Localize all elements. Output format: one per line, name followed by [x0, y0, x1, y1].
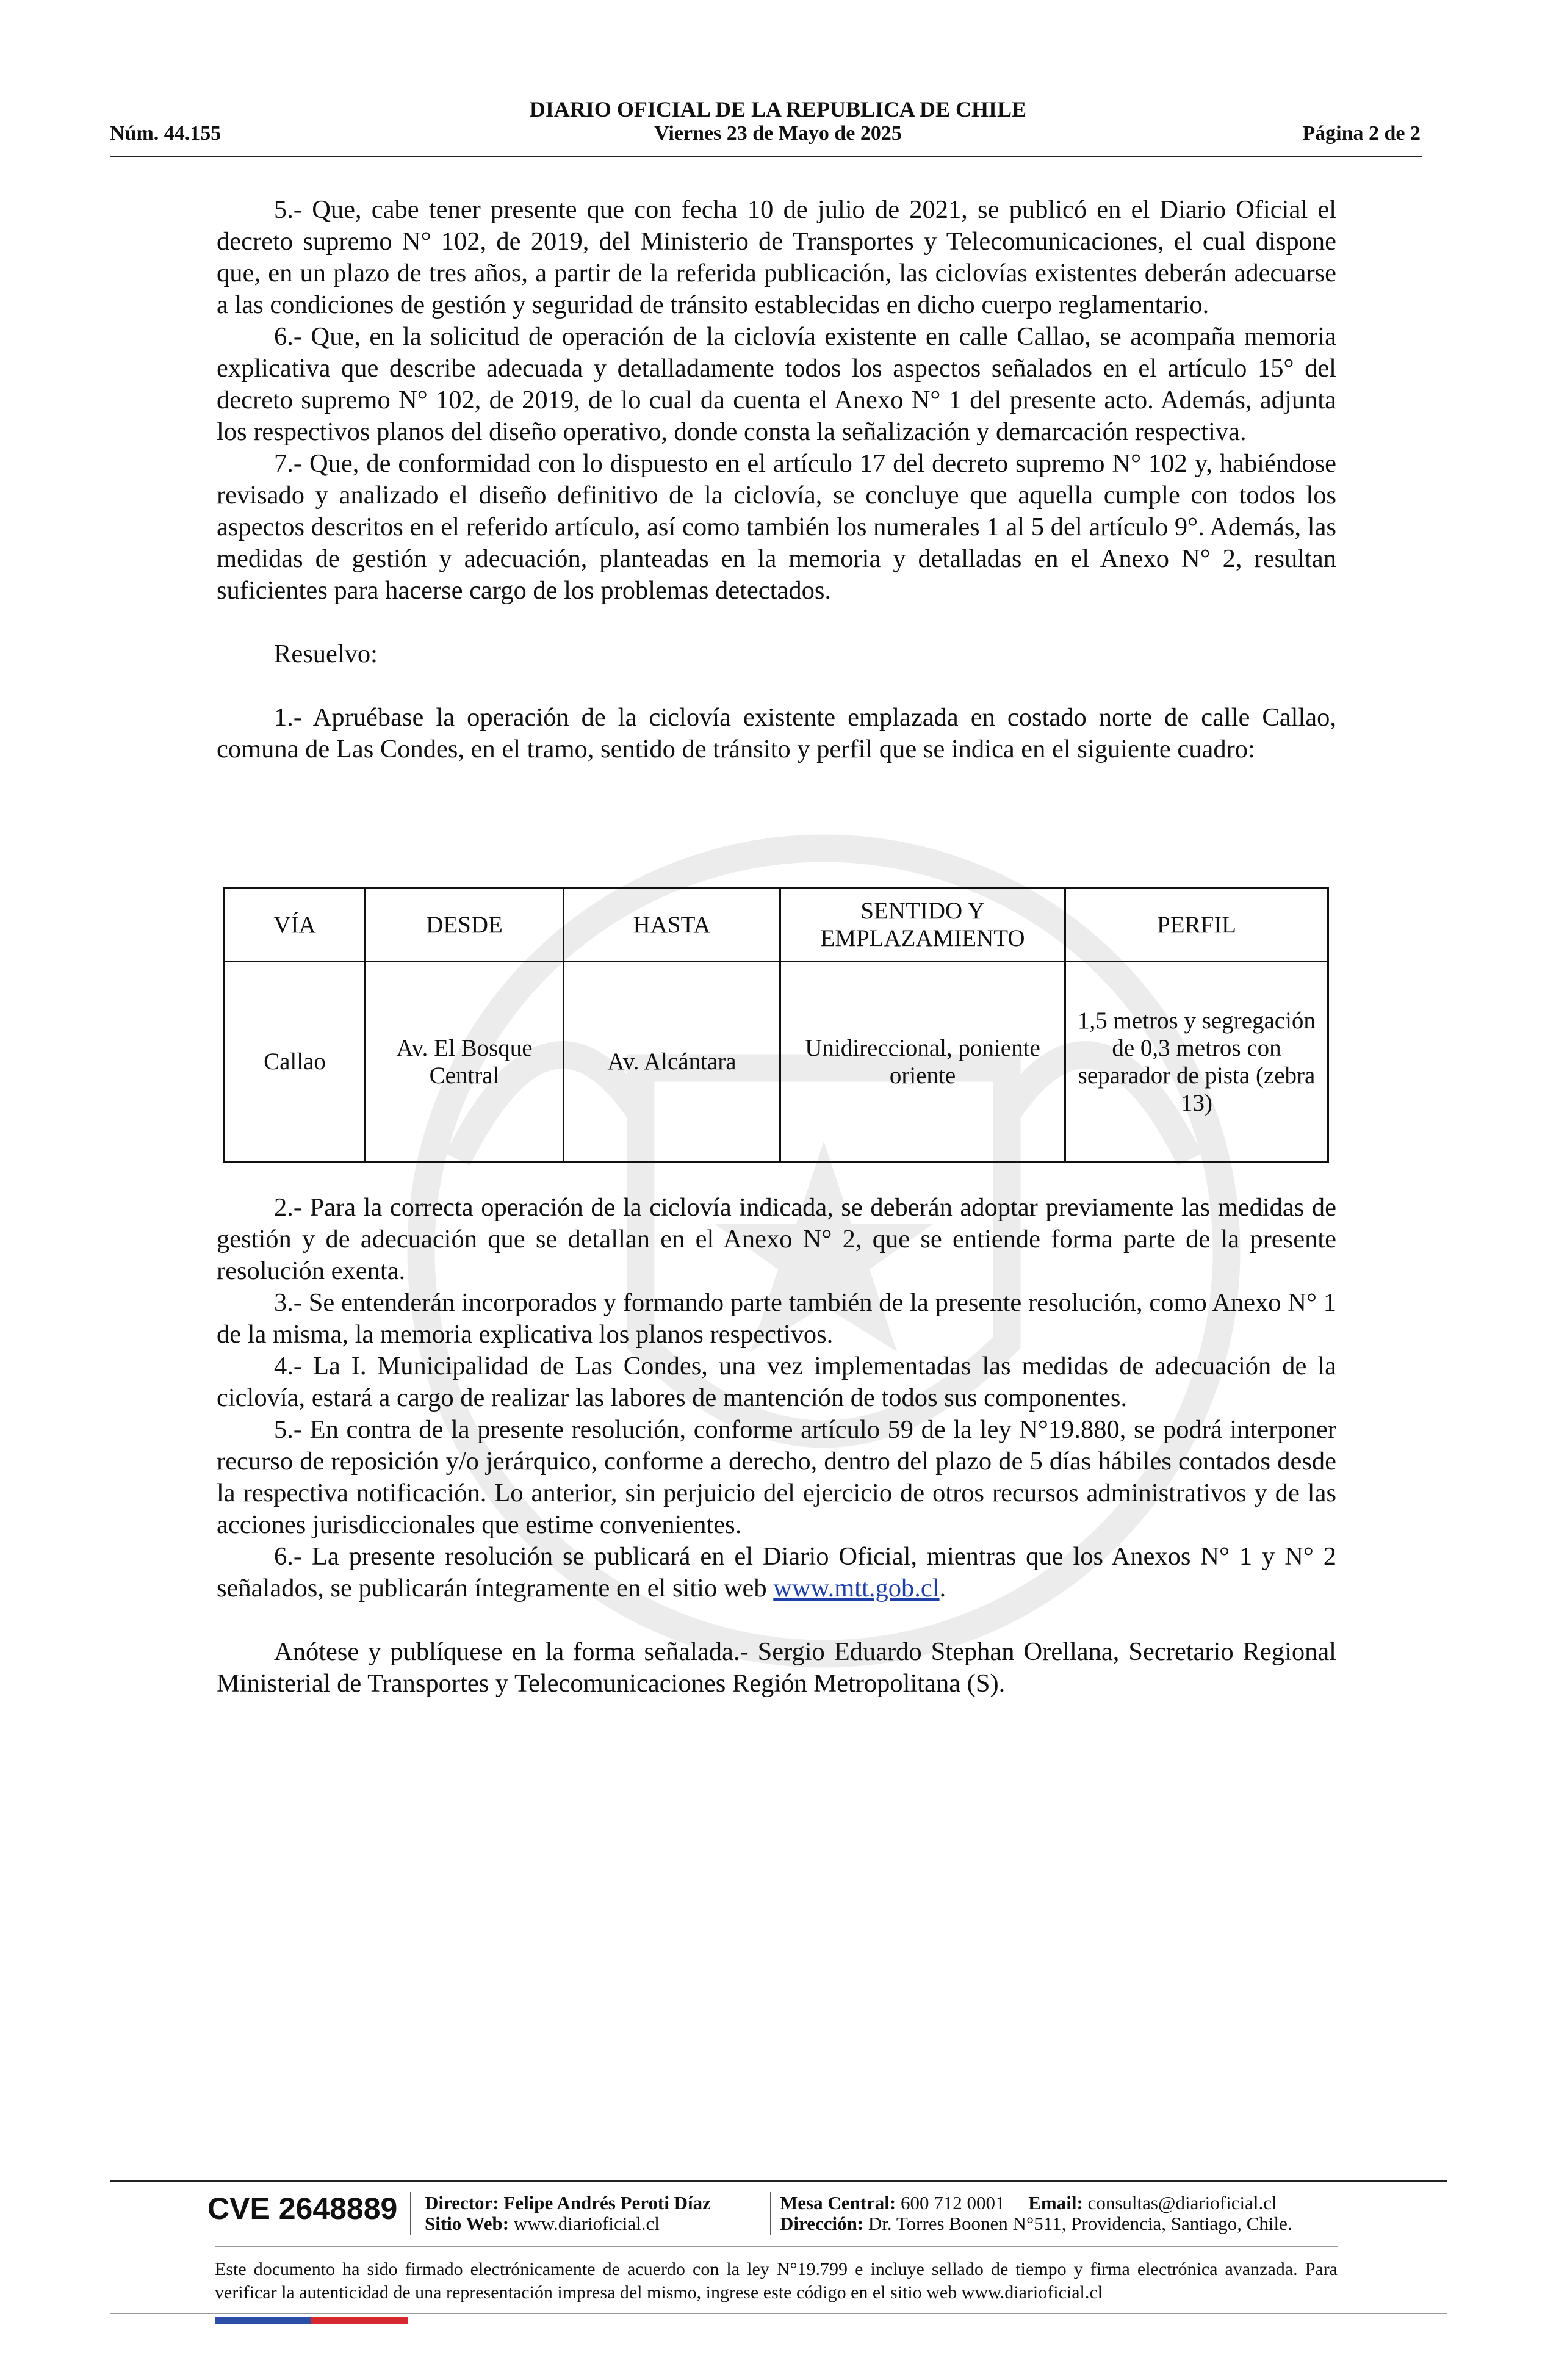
column-header-desde: DESDE [366, 888, 564, 962]
contact-line [780, 2192, 1277, 2214]
flag-stripe-red [311, 2317, 408, 2324]
cve-code: CVE 2648889 [207, 2191, 398, 2226]
cell-sentido: Unidireccional, poniente oriente [780, 962, 1065, 1162]
column-header-via: VÍA [225, 888, 366, 962]
website-line [425, 2213, 660, 2235]
resolution-5: 5.- En contra de la presente resolución, conforme artículo 59 de la ley N°19.880, se podrá interponer recurso de reposición y/o jerárquico, conforme a derecho, dentro del plazo de 5 días hábiles contados desde la respectiva notificación. Lo anterior, sin perjuicio del ejercicio de otros recursos administrativos y de las acciones jurisdiccionales que estime convenientes. [217, 1415, 1336, 1539]
website-label: Sitio Web: [425, 2213, 510, 2234]
flag-stripe-blue [215, 2317, 311, 2324]
resolution-3: 3.- Se entenderán incorporados y formando parte también de la presente resolución, como Anexo N° 1 de la misma, la memoria explicativa los planos respectivos. [217, 1288, 1336, 1349]
footer-separator [410, 2192, 411, 2235]
table-header-row [225, 888, 1328, 962]
closing-signature: Anótese y publíquese en la forma señalada.- Sergio Eduardo Stephan Orellana, Secretario Regional Ministerial de Transportes y Telecomunicaciones Región Metropolitana (S). [217, 1637, 1336, 1698]
column-header-hasta: HASTA [564, 888, 780, 962]
director-line [425, 2192, 711, 2214]
cell-perfil: 1,5 metros y segregación de 0,3 metros con separador de pista (zebra 13) [1065, 962, 1328, 1162]
page-indicator: Página 2 de 2 [1302, 122, 1421, 145]
cell-via: Callao [225, 962, 366, 1162]
resolution-4: 4.- La I. Municipalidad de Las Condes, una vez implementadas las medidas de adecuación de la ciclovía, estará a cargo de realizar las labores de mantención de todos sus componentes. [217, 1352, 1336, 1412]
electronic-signature-note: Este documento ha sido firmado electrónicamente de acuerdo con la ley N°19.799 e incluye sellado de tiempo y firma electrónica avanzada. Para verificar la autenticidad de una representación impresa del mismo, ingrese este código en el sitio web www.diarioficial.cl [215, 2259, 1338, 2302]
mtt-website-link[interactable]: www.mtt.gob.cl [773, 1574, 940, 1603]
director-name: Felipe Andrés Peroti Díaz [503, 2192, 711, 2213]
column-header-sentido: SENTIDO Y EMPLAZAMIENTO [780, 888, 1065, 962]
address-label: Dirección: [780, 2213, 864, 2234]
email-address[interactable]: consultas@diarioficial.cl [1087, 2192, 1277, 2213]
mesa-label: Mesa Central: [780, 2192, 896, 2213]
newspaper-title: DIARIO OFICIAL DE LA REPUBLICA DE CHILE [529, 97, 1027, 121]
paragraph-6: 6.- Que, en la solicitud de operación de la ciclovía existente en calle Callao, se acompaña memoria explicativa que describe adecuada y detalladamente todos los aspectos señalados en el artículo 15° del decreto supremo N° 102, de 2019, de lo cual da cuenta el Anexo N° 1 del presente acto. Además, adjunta los respectivos planos del diseño operativo, donde consta la señalización y demarcación respectiva. [217, 322, 1336, 446]
address-line [780, 2213, 1292, 2235]
resuelvo-heading: Resuelvo: [274, 640, 378, 668]
paragraph-5: 5.- Que, cabe tener presente que con fecha 10 de julio de 2021, se publicó en el Diario Oficial el decreto supremo N° 102, de 2019, del Ministerio de Transportes y Telecomunicaciones, el cual dispone que, en un plazo de tres años, a partir de la referida publicación, las ciclovías existentes deberán adecuarse a las condiciones de gestión y seguridad de tránsito establecidas en dicho cuerpo reglamentario. [217, 195, 1336, 319]
resolution-6-text: 6.- La presente resolución se publicará en el Diario Oficial, mientras que los Anexos N° 1 y N° 2 señalados, se publicarán íntegramente en el sitio web [217, 1542, 1336, 1603]
header-divider [110, 156, 1422, 157]
email-label: Email: [1028, 2192, 1083, 2213]
address-value: Dr. Torres Boonen N°511, Providencia, Santiago, Chile. [868, 2213, 1292, 2234]
resolution-1: 1.- Apruébase la operación de la ciclovía existente emplazada en costado norte de calle Callao, comuna de Las Condes, en el tramo, sentido de tránsito y perfil que se indica en el siguiente cuadro: [217, 703, 1336, 763]
document-body-continued [217, 1192, 1336, 1700]
issue-date: Viernes 23 de Mayo de 2025 [654, 122, 902, 145]
footer-divider-middle [215, 2246, 1338, 2247]
website-link[interactable]: www.diarioficial.cl [513, 2213, 660, 2234]
director-label: Director: [425, 2192, 499, 2213]
footer-divider-bottom [110, 2313, 1447, 2314]
resolution-2: 2.- Para la correcta operación de la ciclovía indicada, se deberán adoptar previamente las medidas de gestión y de adecuación que se detallan en el Anexo N° 2, que se entiende forma parte de la presente resolución exenta. [217, 1193, 1336, 1285]
cell-desde: Av. El Bosque Central [366, 962, 564, 1162]
mesa-phone: 600 712 0001 [901, 2192, 1005, 2213]
table-row [225, 962, 1328, 1162]
cell-hasta: Av. Alcántara [564, 962, 780, 1162]
footer-divider-top [110, 2180, 1447, 2182]
resolution-6-end: . [939, 1574, 946, 1603]
route-table [223, 887, 1329, 1163]
column-header-perfil: PERFIL [1065, 888, 1328, 962]
paragraph-7: 7.- Que, de conformidad con lo dispuesto en el artículo 17 del decreto supremo N° 102 y, habiéndose revisado y analizado el diseño definitivo de la ciclovía, se concluye que aquella cumple con todos los aspectos descritos en el referido artículo, así como también los numerales 1 al 5 del artículo 9°. Además, las medidas de gestión y adecuación, planteadas en la memoria y detalladas en el Anexo N° 2, resultan suficientes para hacerse cargo de los problemas detectados. [217, 449, 1336, 605]
document-body [217, 194, 1336, 765]
resolution-6 [217, 1541, 1336, 1604]
footer-separator [770, 2192, 771, 2235]
issue-number: Núm. 44.155 [110, 122, 222, 145]
